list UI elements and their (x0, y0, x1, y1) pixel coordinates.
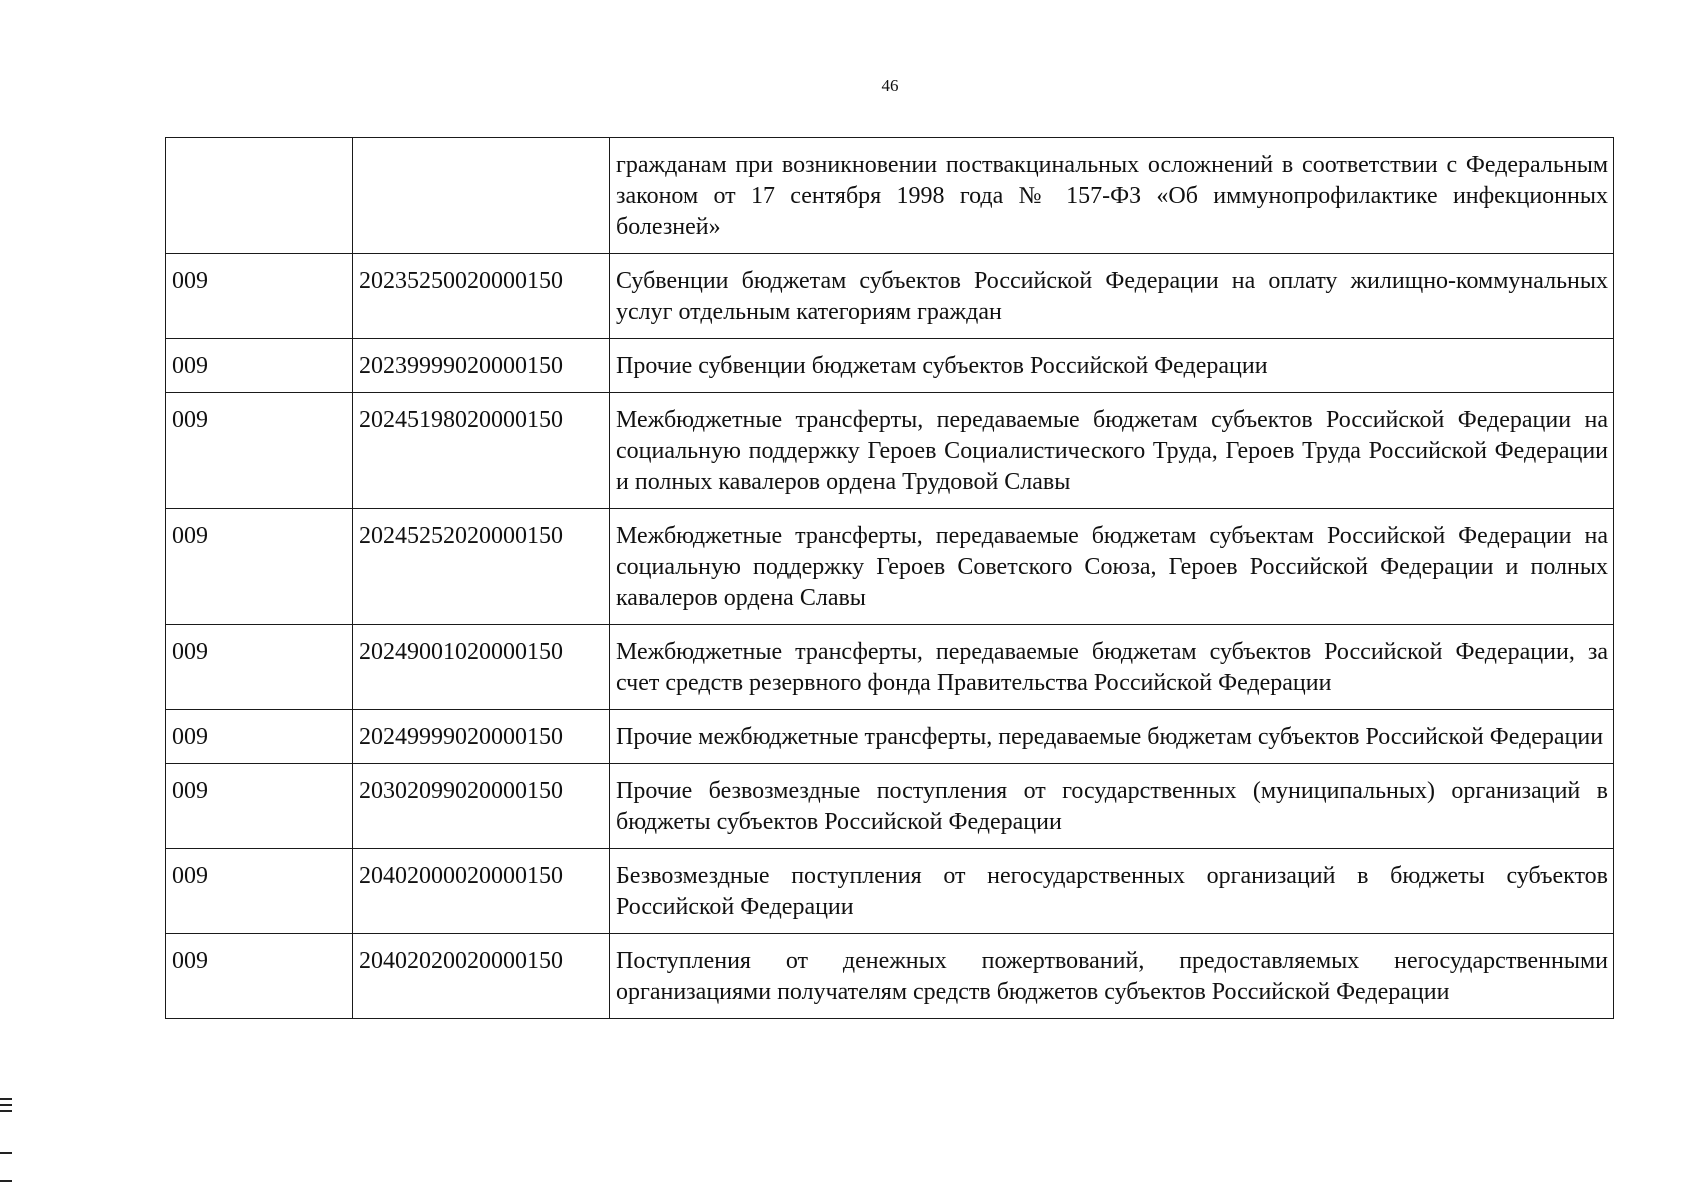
budget-classification-code-cell: 20245252020000150 (353, 509, 610, 625)
budget-classification-code-cell: 20235250020000150 (353, 254, 610, 339)
scan-binding-mark (0, 1152, 12, 1154)
admin-code-cell: 009 (166, 625, 353, 710)
budget-classification-code-cell: 20302099020000150 (353, 764, 610, 849)
revenue-name-cell: Прочие межбюджетные трансферты, передаваемые бюджетам субъектов Российской Федерации (610, 710, 1614, 764)
revenue-name-cell: Межбюджетные трансферты, передаваемые бюджетам субъектов Российской Федерации на социальную поддержку Героев Социалистического Труда, Героев Труда Российской Федерации и полных кавалеров ордена Трудовой Славы (610, 393, 1614, 509)
budget-classification-code-cell: 20402000020000150 (353, 849, 610, 934)
page-number: 46 (881, 76, 899, 95)
budget-classification-code-cell: 20239999020000150 (353, 339, 610, 393)
revenue-name-cell: Безвозмездные поступления от негосударственных организаций в бюджеты субъектов Российской Федерации (610, 849, 1614, 934)
budget-classification-code-cell (353, 138, 610, 254)
table-row (166, 934, 1614, 1019)
table-row (166, 254, 1614, 339)
table-row (166, 710, 1614, 764)
admin-code-cell: 009 (166, 934, 353, 1019)
scan-binding-mark (0, 1104, 12, 1106)
revenue-name-cell: Прочие субвенции бюджетам субъектов Российской Федерации (610, 339, 1614, 393)
admin-code-cell: 009 (166, 254, 353, 339)
revenue-name-cell: Субвенции бюджетам субъектов Российской Федерации на оплату жилищно-коммунальных услуг отдельным категориям граждан (610, 254, 1614, 339)
admin-code-cell (166, 138, 353, 254)
admin-code-cell: 009 (166, 393, 353, 509)
scan-binding-mark (0, 1110, 12, 1112)
budget-classification-code-cell: 20402020020000150 (353, 934, 610, 1019)
admin-code-cell: 009 (166, 849, 353, 934)
table-row (166, 764, 1614, 849)
revenue-name-cell: Прочие безвозмездные поступления от государственных (муниципальных) организаций в бюджеты субъектов Российской Федерации (610, 764, 1614, 849)
table-row (166, 849, 1614, 934)
table-row (166, 509, 1614, 625)
admin-code-cell: 009 (166, 509, 353, 625)
scan-binding-mark (0, 1180, 12, 1182)
budget-classification-code-cell: 20245198020000150 (353, 393, 610, 509)
scan-binding-mark (0, 1098, 12, 1100)
table-row (166, 138, 1614, 254)
revenue-name-cell: Межбюджетные трансферты, передаваемые бюджетам субъектов Российской Федерации, за счет средств резервного фонда Правительства Российской Федерации (610, 625, 1614, 710)
admin-code-cell: 009 (166, 764, 353, 849)
budget-classification-code-cell: 20249001020000150 (353, 625, 610, 710)
table-row (166, 625, 1614, 710)
budget-revenue-table (165, 137, 1614, 1019)
admin-code-cell: 009 (166, 339, 353, 393)
table-row (166, 339, 1614, 393)
admin-code-cell: 009 (166, 710, 353, 764)
revenue-name-cell: Поступления от денежных пожертвований, предоставляемых негосударственными организациями получателям средств бюджетов субъектов Российской Федерации (610, 934, 1614, 1019)
budget-classification-code-cell: 20249999020000150 (353, 710, 610, 764)
table-row (166, 393, 1614, 509)
revenue-name-cell: Межбюджетные трансферты, передаваемые бюджетам субъектам Российской Федерации на социальную поддержку Героев Советского Союза, Героев Российской Федерации и полных кавалеров ордена Славы (610, 509, 1614, 625)
revenue-name-cell: гражданам при возникновении поствакцинальных осложнений в соответствии с Федеральным законом от 17 сентября 1998 года № 157-ФЗ «Об иммунопрофилактике инфекционных болезней» (610, 138, 1614, 254)
